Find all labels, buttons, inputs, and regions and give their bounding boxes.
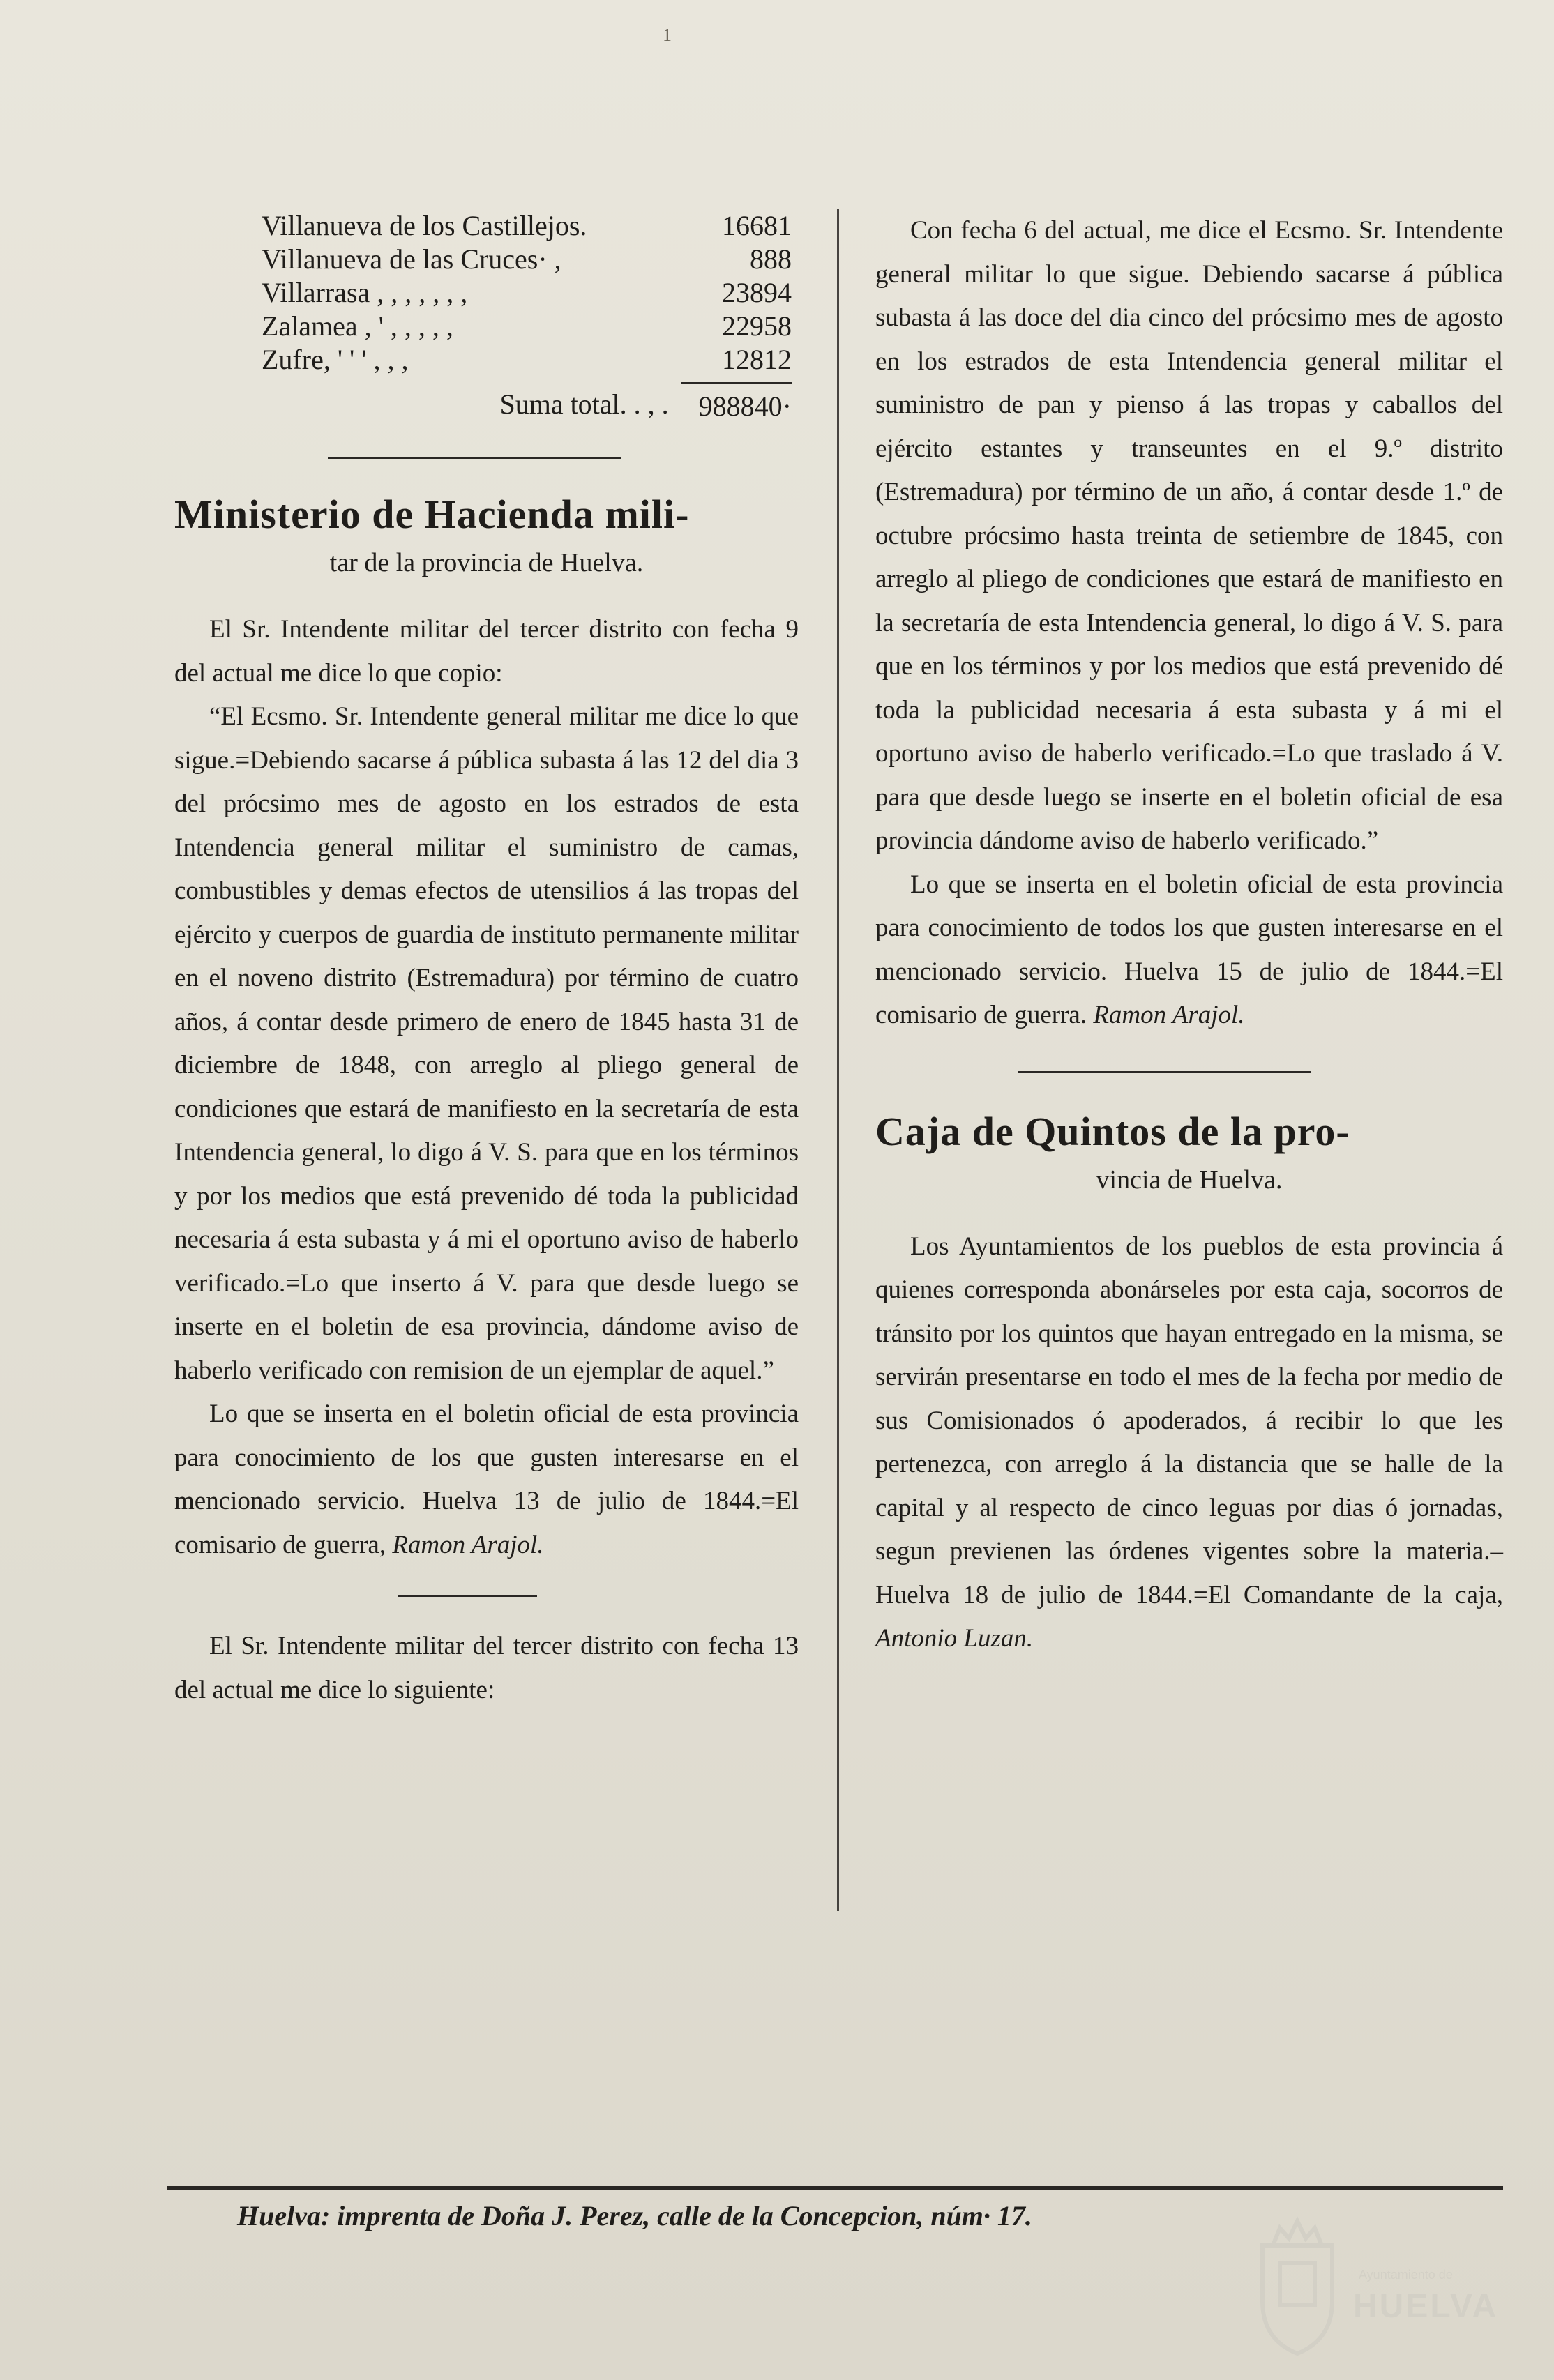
notice-closing	[174, 1393, 799, 1567]
section-title-hacienda: Ministerio de Hacienda mili-	[174, 492, 690, 537]
notice-closing-text: Lo que se inserta en el boletin oficial de esta provincia para conocimiento de los que gusten interesarse en el mencionado servicio. Huelva 13 de julio de 1844.=El comisario de guerra,	[174, 1400, 799, 1559]
town-value: 22958	[722, 310, 792, 342]
total-label: Suma total. . , .	[499, 388, 669, 420]
town-value: 12812	[722, 344, 792, 375]
notice-body-text: Los Ayuntamientos de los pueblos de esta provincia á quienes corresponda abonárseles por esta caja, socorros de tránsito por los quintos que hayan entregado en la misma, se servirán presentarse en todo el mes de la fecha por medio de sus Comisionados ó apoderados, á recibir lo que les pertenezca, con arreglo á la distancia que se halle de la capital y al respecto de cinco leguas por dias ó jornadas, segun previenen las órdenes vigentes sobre la materia.–Huelva 18 de julio de 1844.=El Comandante de la caja,	[875, 1231, 1503, 1609]
printer-imprint: Huelva: imprenta de Doña J. Perez, calle de la Concepcion, núm· 17.	[237, 2200, 1032, 2231]
section-divider	[1018, 1071, 1311, 1073]
imprint-rule	[167, 2186, 1503, 2190]
left-column	[174, 209, 799, 1712]
notice-intro-second: El Sr. Intendente militar del tercer distrito con fecha 13 del actual me dice lo siguiente:	[174, 1632, 799, 1704]
logo-subtitle: Ayuntamiento de	[1359, 2268, 1453, 2282]
town-name: Zalamea , ' , , , , ,	[262, 310, 453, 342]
town-name: Villarrasa , , , , , , ,	[262, 277, 468, 308]
town-name: Villanueva de las Cruces· ,	[262, 243, 561, 275]
section-subtitle-hacienda: tar de la provincia de Huelva.	[329, 548, 644, 577]
notice-intro: El Sr. Intendente militar del tercer distrito con fecha 9 del actual me dice lo que copio:	[174, 615, 799, 688]
table-row	[262, 276, 792, 310]
total-row	[262, 382, 792, 429]
table-row	[262, 209, 792, 243]
section-subtitle-quintos: vincia de Huelva.	[1096, 1165, 1283, 1195]
total-value: 988840·	[681, 382, 792, 429]
town-contribution-table	[262, 209, 792, 377]
signature: Antonio Luzan.	[875, 1624, 1034, 1653]
logo-name: HUELVA	[1353, 2288, 1499, 2325]
town-value: 23894	[722, 277, 792, 308]
page-mark: 1	[663, 25, 672, 45]
table-row	[262, 343, 792, 377]
notice-closing-text: Lo que se inserta en el boletin oficial de esta provincia para conocimiento de todos los que gusten interesarse en el mencionado servicio. Huelva 15 de julio de 1844.=El comisario de guerra.	[875, 870, 1503, 1029]
town-name: Villanueva de los Castillejos.	[262, 210, 587, 241]
town-value: 16681	[722, 210, 792, 241]
town-value: 888	[750, 243, 792, 275]
signature: Ramon Arajol.	[392, 1530, 544, 1559]
signature: Ramon Arajol.	[1093, 1001, 1245, 1029]
town-name: Zufre, ' ' ' , , ,	[262, 344, 409, 375]
section-title-quintos: Caja de Quintos de la pro-	[875, 1108, 1350, 1154]
table-row	[262, 310, 792, 343]
notice-closing	[875, 863, 1503, 1038]
notice-body	[875, 1225, 1503, 1661]
notice-body: “El Ecsmo. Sr. Intendente general militar me dice lo que sigue.=Debiendo sacarse á pública subasta á las 12 del dia 3 del prócsimo mes de agosto en los estrados de esta Intendencia general militar el suministro de camas, combustibles y demas efectos de utensilios á las tropas del ejército y cuerpos de guardia de instituto permanente militar en el noveno distrito (Estremadura) por término de cuatro años, á contar desde primero de enero de 1845 hasta 31 de diciembre de 1848, con arreglo al pliego general de condiciones que estará de manifiesto en la secretaría de esta Intendencia general, lo digo á V. S. para que en los términos y por los medios que está prevenido dé toda la publicidad necesaria á esta subasta y á mi el oportuno aviso de haberlo verificado.=Lo que inserto á V. para que desde luego se inserte en el boletin de esa provincia, dándome aviso de haberlo verificado con remision de un ejemplar de aquel.”	[174, 702, 799, 1385]
section-divider	[398, 1595, 537, 1597]
section-divider	[328, 457, 621, 459]
notice-body: Con fecha 6 del actual, me dice el Ecsmo. Sr. Intendente general militar lo que sigue. Debiendo sacarse á pública subasta á las doce del dia cinco del prócsimo mes de agosto en los estrados de esta Intendencia general militar el suministro de pan y pienso á las tropas y caballos del ejército estantes y transeuntes en el 9.º distrito (Estremadura) por término de un año, á contar desde 1.º de octubre prócsimo hasta treinta de setiembre de 1845, con arreglo al pliego de condiciones que estará de manifiesto en la secretaría de esta Intendencia general, lo digo á V. S. para que en los términos y por los medios que está prevenido dé toda la publicidad necesaria á esta subasta y á mi el oportuno aviso de haberlo verificado.=Lo que traslado á V. para que desde luego se inserte en el boletin oficial de esa provincia dándome aviso de haberlo verificado.”	[875, 216, 1503, 855]
column-divider	[837, 209, 839, 1911]
right-column	[875, 209, 1503, 1661]
table-row	[262, 243, 792, 276]
